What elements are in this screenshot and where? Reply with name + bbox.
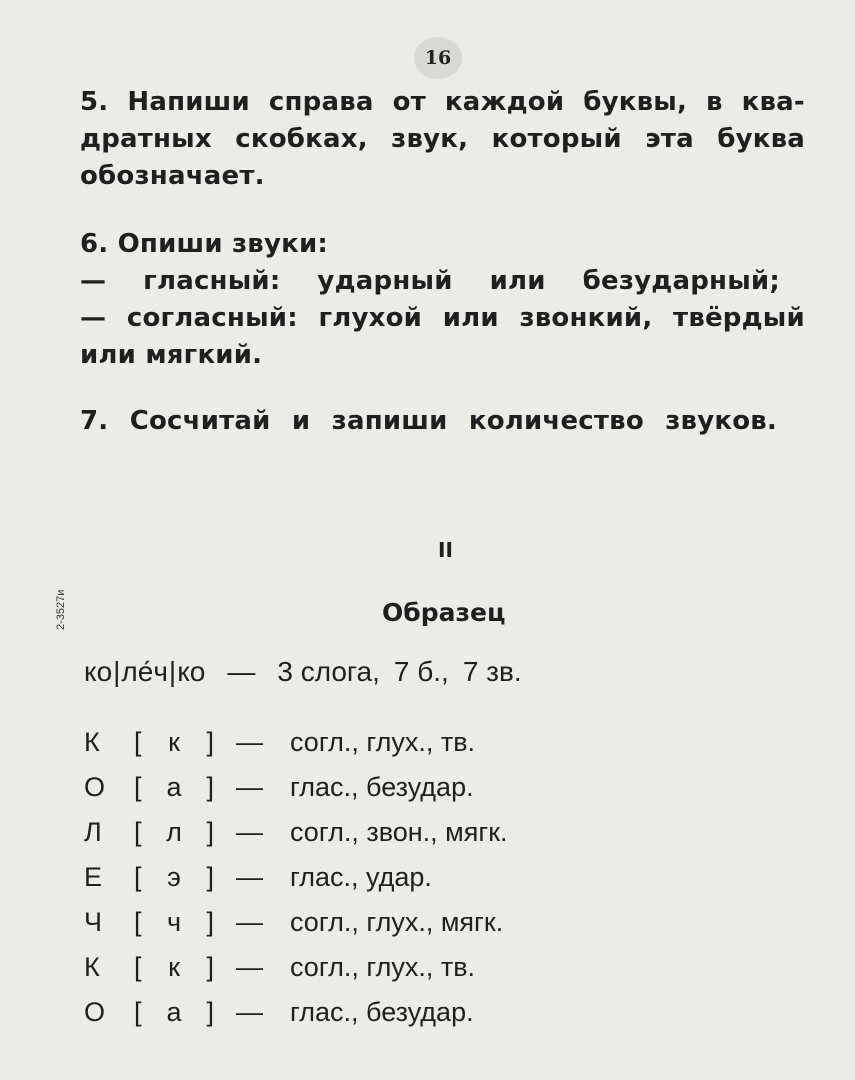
word: твёрдый <box>673 303 805 333</box>
word: Сосчитай <box>129 406 271 436</box>
syllable-separator: | <box>113 656 121 687</box>
word: безударный; <box>582 266 780 296</box>
sound-description: глас., удар. <box>290 862 432 892</box>
word: звуков. <box>665 406 777 436</box>
sound-description: глас., безудар. <box>290 997 474 1027</box>
bracket-close: ] <box>206 862 214 892</box>
word: буква <box>717 124 805 154</box>
task-6-line-4: или мягкий. <box>80 340 263 370</box>
sound-description: согл., глух., мягк. <box>290 907 504 937</box>
bracket-close: ] <box>206 727 214 757</box>
word: от <box>392 87 426 117</box>
bracket-close: ] <box>206 772 214 802</box>
bracket-close: ] <box>206 997 214 1027</box>
word: запиши <box>331 406 448 436</box>
bracket-open: [ <box>134 772 142 802</box>
sound-transcription <box>134 727 214 758</box>
sound-transcription <box>134 952 214 983</box>
letter: О <box>84 772 106 802</box>
word: 7. <box>80 406 109 436</box>
word: — <box>80 303 107 333</box>
dash: — <box>236 907 263 937</box>
word: глухой <box>318 303 423 333</box>
bracket-close: ] <box>206 817 214 847</box>
word: и <box>291 406 311 436</box>
letter: К <box>84 952 100 982</box>
word: ударный <box>317 266 453 296</box>
bracket-open: [ <box>134 727 142 757</box>
word: справа <box>268 87 374 117</box>
task-5 <box>80 84 805 195</box>
publisher-code: 2-3527и <box>55 589 67 630</box>
word: 5. <box>80 87 109 117</box>
dash: — <box>236 817 263 847</box>
sound-transcription <box>134 772 214 803</box>
syllable-separator: | <box>168 656 177 687</box>
bracket-close: ] <box>206 952 214 982</box>
word: дратных <box>80 124 212 154</box>
letter: О <box>84 997 106 1027</box>
task-6 <box>80 226 805 374</box>
word: согласный: <box>126 303 298 333</box>
letter-count: 7 б., <box>393 656 449 687</box>
letter: Е <box>84 862 103 892</box>
sound-description: глас., безудар. <box>290 772 474 802</box>
syllable-count: 3 слога, <box>277 656 380 687</box>
word: количество <box>468 406 644 436</box>
letter: Л <box>84 817 102 847</box>
sound-transcription <box>134 862 214 893</box>
sound-description: согл., глух., тв. <box>290 952 476 982</box>
word: каждой <box>444 87 565 117</box>
task-7 <box>80 403 805 440</box>
sound-description: согл., звон., мягк. <box>290 817 508 847</box>
task-6-line-3 <box>80 300 805 337</box>
sound: к <box>168 727 180 757</box>
word: или <box>442 303 499 333</box>
sound: а <box>166 997 182 1027</box>
syllable: ко <box>177 656 206 687</box>
sound-description: согл., глух., тв. <box>290 727 476 757</box>
bracket-close: ] <box>206 907 214 937</box>
dash: — <box>236 772 263 802</box>
bracket-open: [ <box>134 817 142 847</box>
word: эта <box>645 124 694 154</box>
sound-transcription <box>134 907 214 938</box>
syllable-stressed: ле́ч <box>121 656 168 687</box>
sound-transcription <box>134 817 214 848</box>
dash: — <box>227 656 256 687</box>
task-6-line-1: 6. Опиши звуки: <box>80 229 328 259</box>
letter: Ч <box>84 907 102 937</box>
bracket-open: [ <box>134 862 142 892</box>
word: или <box>489 266 546 296</box>
dash: — <box>236 952 263 982</box>
sound: э <box>167 862 181 892</box>
task-5-line-1 <box>80 84 805 121</box>
word: — <box>80 266 107 296</box>
letter: К <box>84 727 100 757</box>
dash: — <box>236 862 263 892</box>
task-7-line-1 <box>80 403 777 440</box>
dash: — <box>236 997 263 1027</box>
word: который <box>491 124 622 154</box>
sound: л <box>166 817 182 847</box>
word: скобках, <box>235 124 368 154</box>
section-number: II <box>438 538 453 562</box>
word: в <box>706 87 723 117</box>
word: звонкий, <box>519 303 653 333</box>
word: ква- <box>741 87 805 117</box>
bracket-open: [ <box>134 907 142 937</box>
word: буквы, <box>583 87 688 117</box>
bracket-open: [ <box>134 997 142 1027</box>
task-5-line-2 <box>80 121 805 158</box>
dash: — <box>236 727 263 757</box>
sound: а <box>166 772 182 802</box>
sample-word <box>84 656 522 688</box>
task-6-line-2 <box>80 263 780 300</box>
sample-title: Образец <box>382 598 506 627</box>
sound: к <box>168 952 180 982</box>
bracket-open: [ <box>134 952 142 982</box>
word: Напиши <box>127 87 250 117</box>
syllable: ко <box>84 656 113 687</box>
task-5-line-3: обозначает. <box>80 161 265 191</box>
word: гласный: <box>143 266 281 296</box>
word: звук, <box>391 124 469 154</box>
sound: ч <box>166 907 182 937</box>
sound-transcription <box>134 997 214 1028</box>
sound-count: 7 зв. <box>462 656 522 687</box>
page-number: 16 <box>414 37 462 79</box>
